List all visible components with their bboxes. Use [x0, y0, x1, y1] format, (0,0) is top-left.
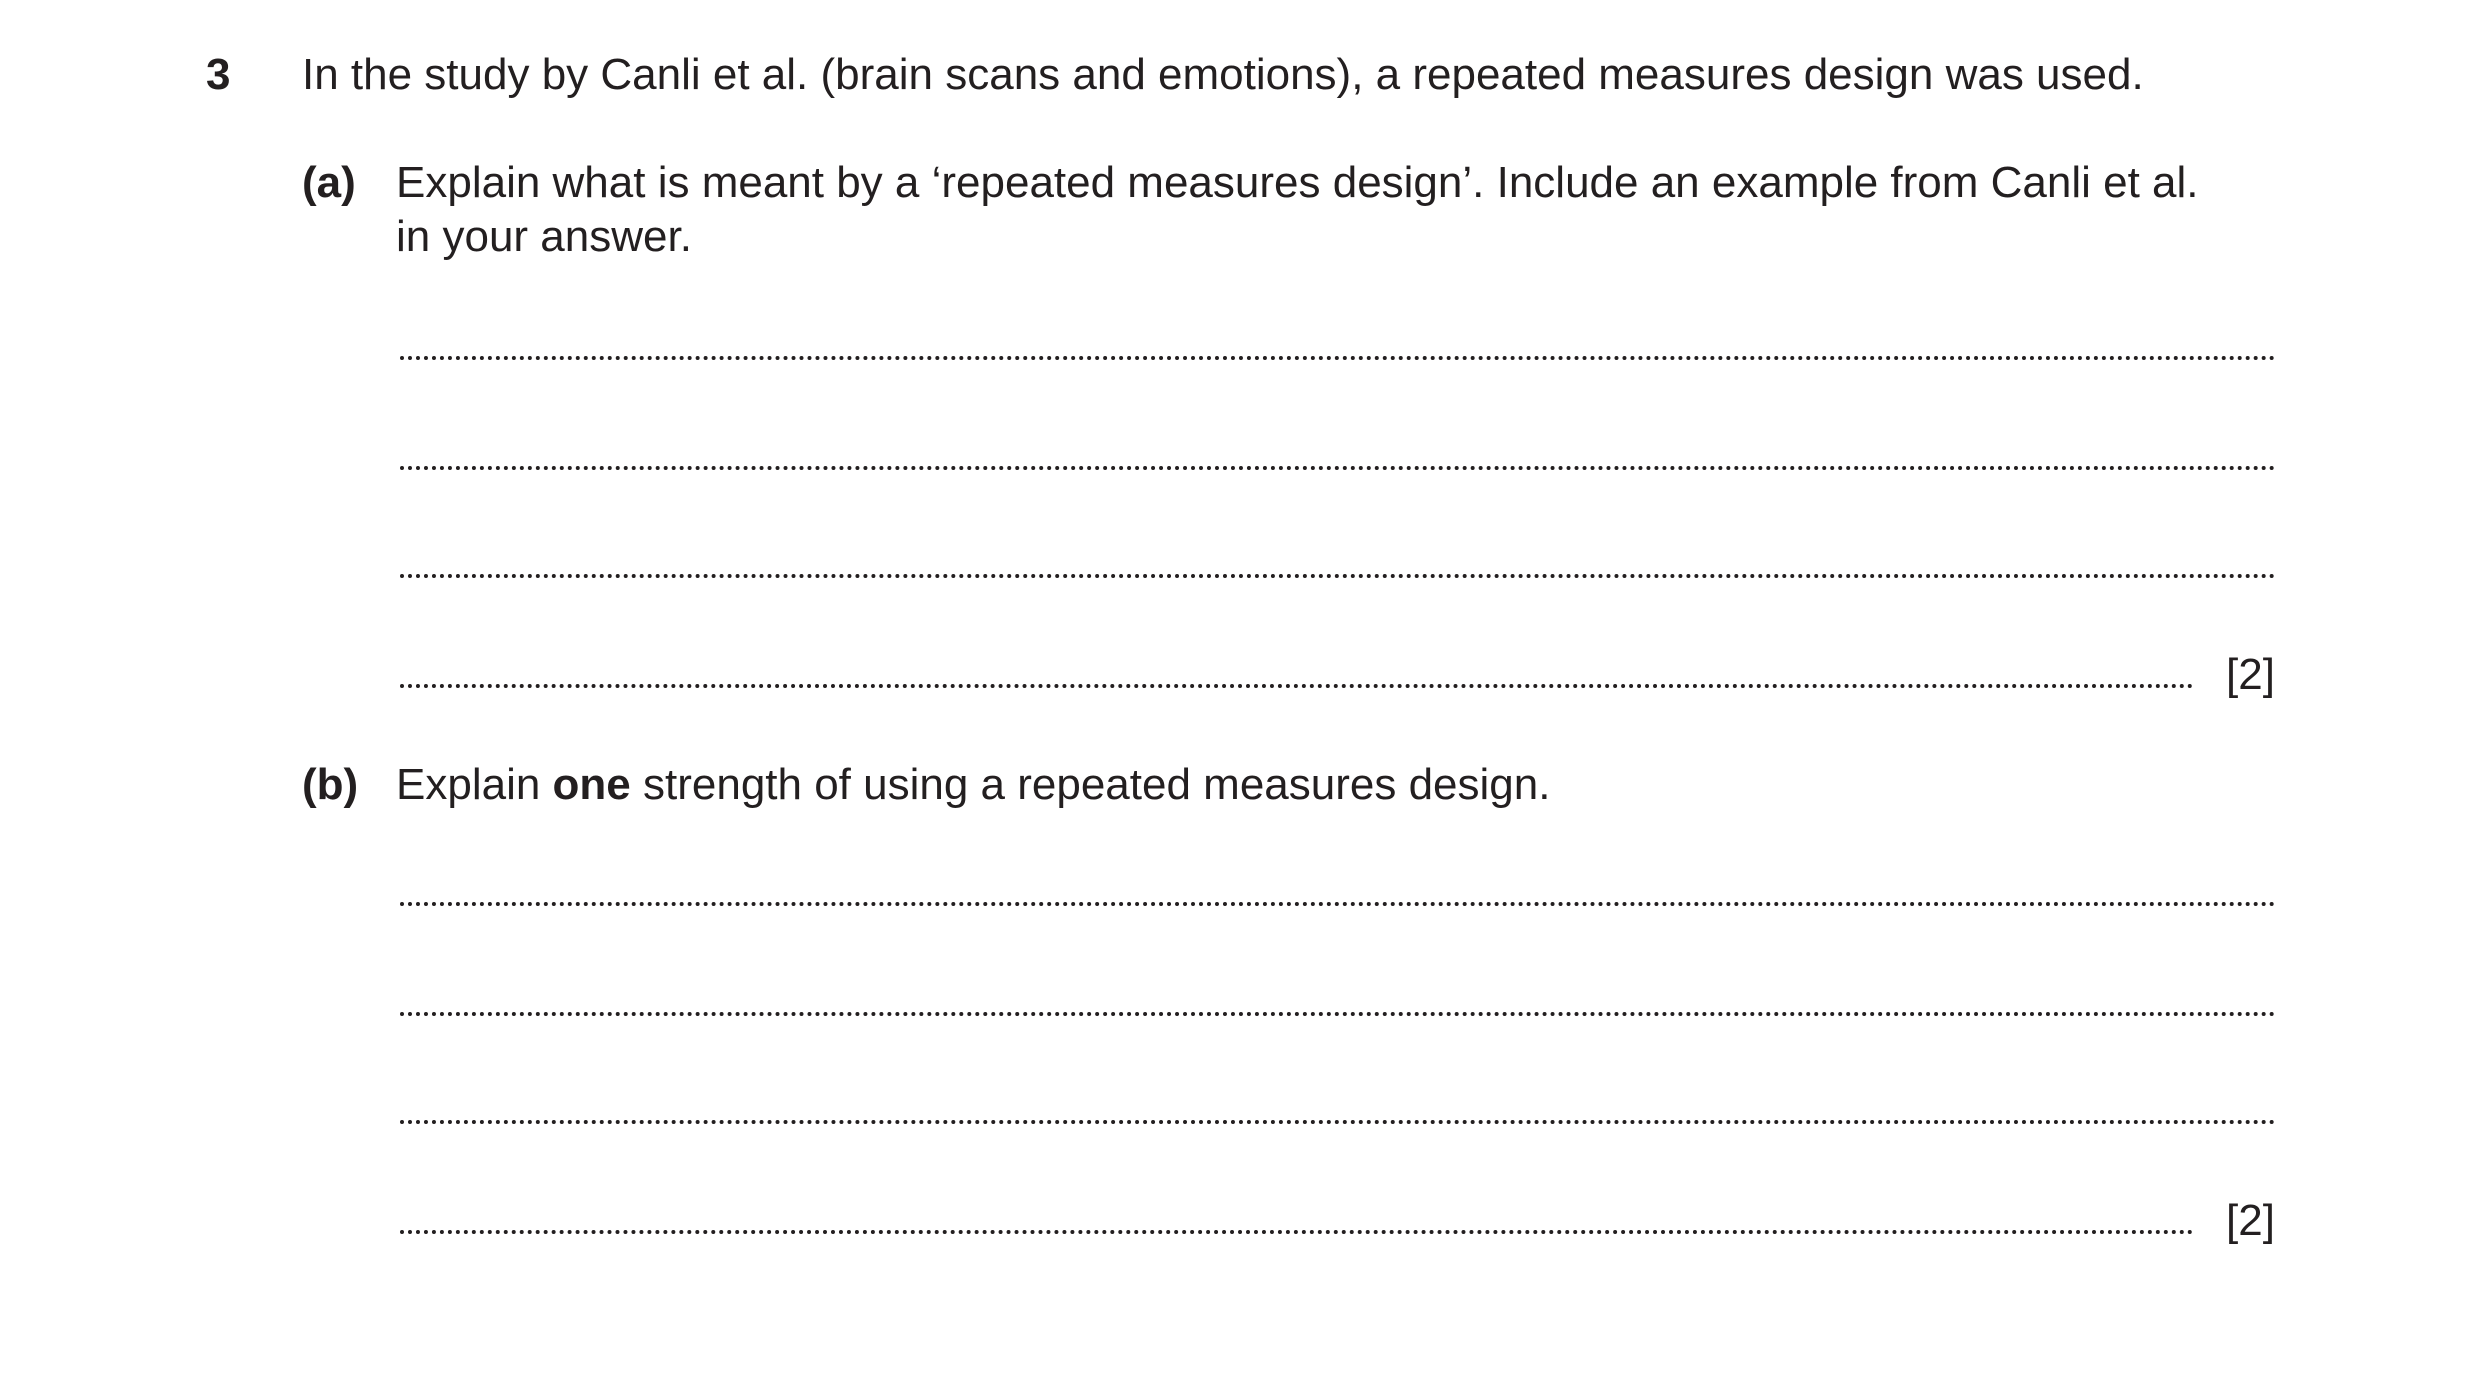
answer-line-a4[interactable] [400, 684, 2194, 688]
part-a-label: (a) [302, 158, 356, 207]
part-b-text [396, 758, 1550, 812]
answer-line-b3[interactable] [400, 1120, 2276, 1124]
part-b-label: (b) [302, 760, 359, 809]
answer-line-a3[interactable] [400, 574, 2276, 578]
part-b-marks: [2] [2226, 1196, 2275, 1245]
part-a-text [396, 156, 2199, 264]
part-a-text-line2: in your answer. [396, 212, 692, 261]
question-stem: In the study by Canli et al. (brain scans and emotions), a repeated measures design was used. [302, 50, 2144, 99]
question-number: 3 [206, 50, 231, 99]
part-b-text-bold: one [552, 760, 631, 809]
answer-line-b1[interactable] [400, 902, 2276, 906]
part-b-text-after: strength of using a repeated measures design. [630, 760, 1551, 809]
part-a-marks: [2] [2226, 650, 2275, 699]
answer-line-b2[interactable] [400, 1012, 2276, 1016]
part-a-text-line1: Explain what is meant by a ‘repeated measures design’. Include an example from Canli et al. [396, 158, 2199, 207]
answer-line-a1[interactable] [400, 356, 2276, 360]
part-b-text-before: Explain [396, 760, 553, 809]
answer-line-b4[interactable] [400, 1230, 2194, 1234]
answer-line-a2[interactable] [400, 466, 2276, 470]
